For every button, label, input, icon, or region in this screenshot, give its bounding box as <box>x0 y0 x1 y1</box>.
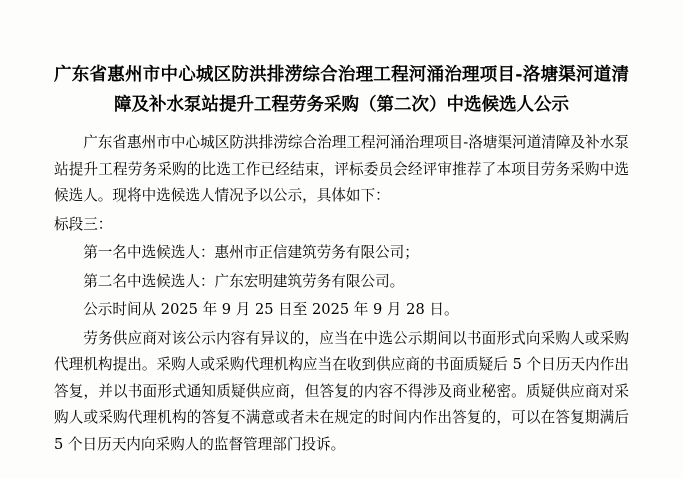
objection-procedure: 劳务供应商对该公示内容有异议的，应当在中选公示期间以书面形式向采购人或采购代理机构提出。采购人或采购代理机构应当在收到供应商的书面质疑后 5 个日历天内作出答复，并以书面形式通知质疑供应商，但答复的内容不得涉及商业秘密。质疑供应商对采购人或采购代理机构的答复不满意或者未在规定的时间内作出答复的，可以在答复期满后 5 个日历天内向采购人的监督管理部门投诉。 <box>54 329 629 453</box>
candidate-second-place: 第二名中选候选人：广东宏明建筑劳务有限公司。 <box>83 272 405 290</box>
notice-period: 公示时间从 2025 年 9 月 25 日至 2025 年 9 月 28 日。 <box>83 301 459 318</box>
page-title: 广东省惠州市中心城区防洪排涝综合治理工程河涌治理项目-洛塘渠河道清障及补水泵站提升工程劳务采购（第二次）中选候选人公示 <box>54 65 629 115</box>
candidate-first-place: 第一名中选候选人：惠州市正信建筑劳务有限公司； <box>83 244 419 261</box>
section-label-lot-three: 标段三： <box>54 215 113 233</box>
paragraph-intro: 广东省惠州市中心城区防洪排涝综合治理工程河涌治理项目-洛塘渠河道清障及补水泵站提升工程劳务采购的比选工作已经结束，评标委员会经评审推荐了本项目劳务采购中选候选人。现将中选候选人情况予以公示，具体如下： <box>54 134 629 204</box>
